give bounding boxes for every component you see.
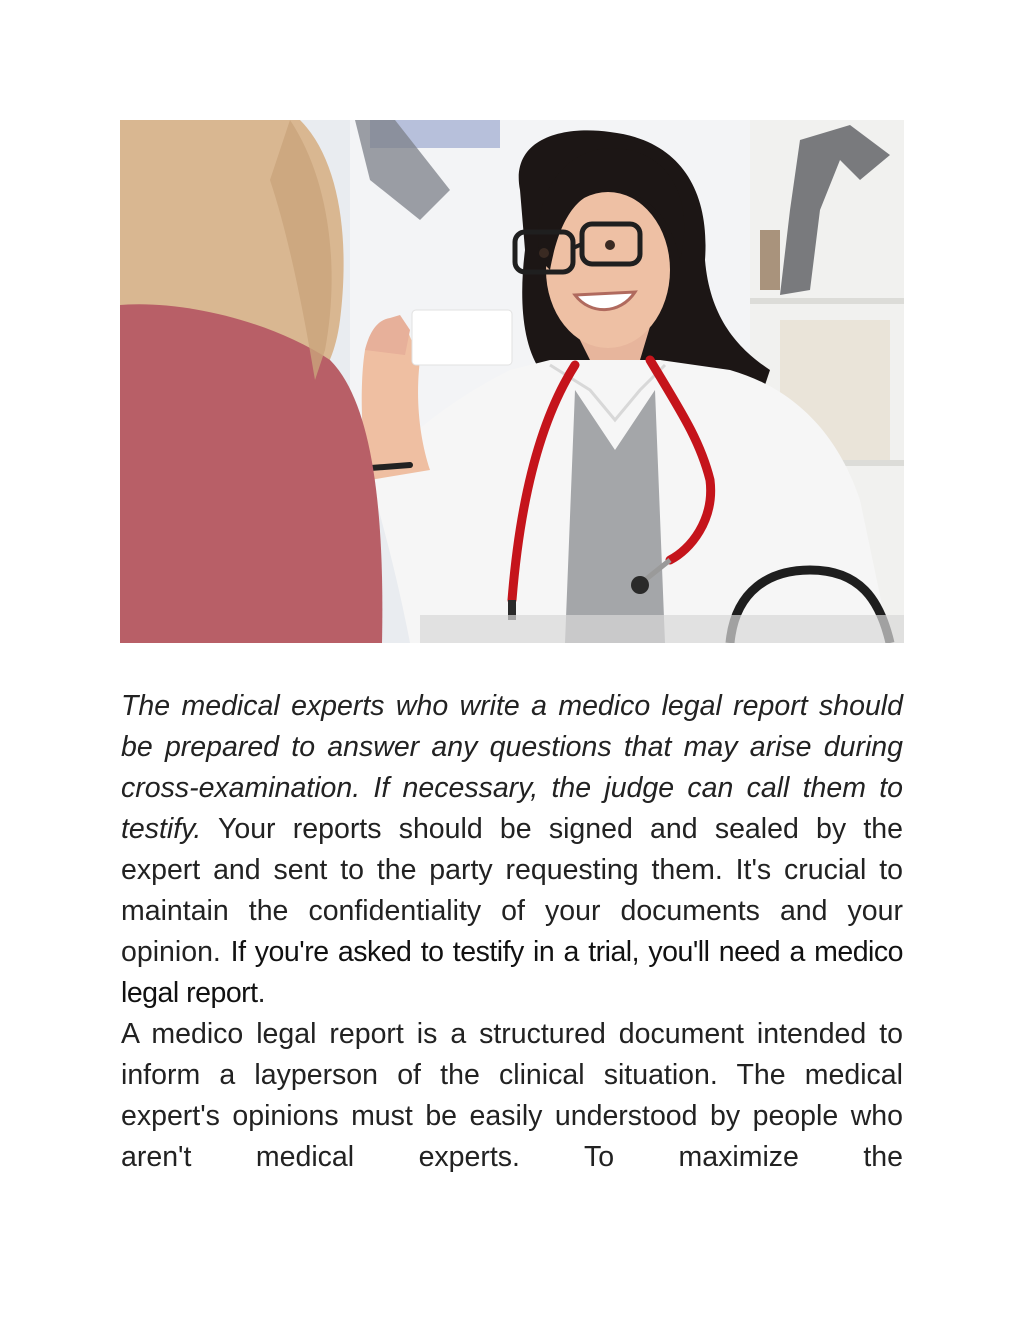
sentence-end: . (257, 977, 266, 1009)
paragraph-2: A medico legal report is a structured document intended to inform a layperson of the clinical situation. The medical expert's opinions must be easily understood by people who aren't medical experts. To maximize the (121, 1018, 903, 1173)
article-body (121, 686, 903, 1178)
body-text: Your reports should be signed and sealed by the expert and sent to the party requesting them. It's crucial to maintain the confidentiality of your documents and your opinion. (121, 813, 903, 968)
doctor-photo (120, 120, 904, 643)
highlight-link-text[interactable]: If you're asked to testify in a trial, you'll need a medico legal report (121, 936, 903, 1009)
doctor-illustration (120, 120, 904, 643)
intro-italic-text: The medical experts who write a medico legal report should be prepared to answer any questions that may arise during cross-examination. If necessary, the judge can call them to testify. (121, 690, 903, 845)
paragraph-1 (121, 686, 903, 1014)
